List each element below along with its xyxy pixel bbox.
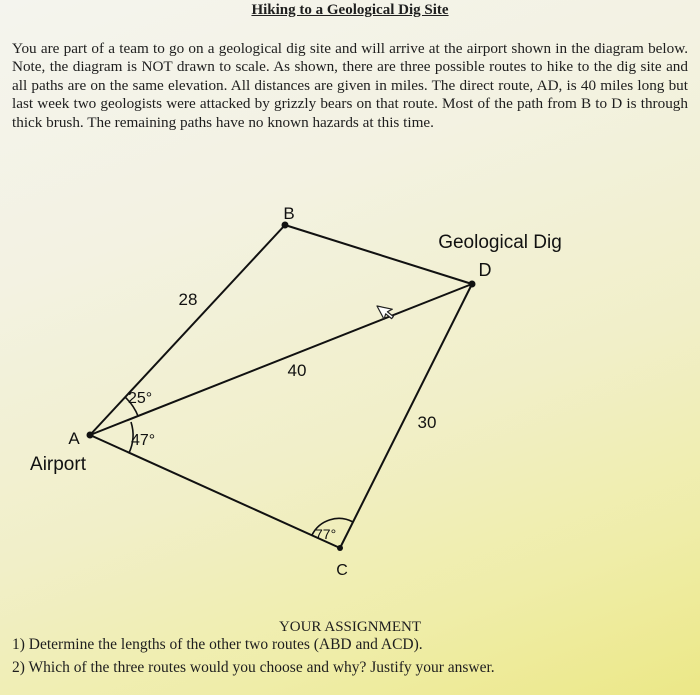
- point-d-dot: [469, 281, 476, 288]
- airport-label: Airport: [30, 454, 86, 475]
- question-2: 2) Which of the three routes would you choose and why? Justify your answer.: [12, 659, 495, 676]
- worksheet-title: Hiking to a Geological Dig Site: [251, 2, 449, 18]
- assignment-heading: YOUR ASSIGNMENT: [278, 619, 422, 635]
- route-ab-line: [90, 225, 285, 435]
- point-a-dot: [87, 432, 94, 439]
- route-ac-line: [90, 435, 340, 548]
- point-d-label: D: [478, 260, 492, 280]
- route-ad-line: [90, 284, 472, 435]
- route-ad-length: 40: [287, 361, 307, 380]
- question-1: 1) Determine the lengths of the other two routes (ABD and ACD).: [12, 636, 423, 653]
- point-b-label: B: [283, 204, 295, 223]
- route-ab-length: 28: [178, 290, 198, 309]
- angle-dac-label: 47°: [131, 432, 156, 449]
- route-cd-line: [340, 284, 472, 548]
- angle-acd-label: 77°: [315, 526, 337, 542]
- point-c-label: C: [336, 562, 348, 579]
- route-cd-length: 30: [417, 413, 437, 432]
- point-c-dot: [337, 545, 343, 551]
- point-a-label: A: [68, 429, 80, 448]
- geological-dig-label: Geological Dig: [438, 232, 562, 253]
- angle-bad-label: 25°: [128, 390, 153, 407]
- problem-description: You are part of a team to go on a geological dig site and will arrive at the airport shown in the diagram below. Note, the diagram is NOT drawn to scale. As shown, there are three possible routes to hike to the dig site and all paths are on the same elevation. All distances are given in miles. The direct route, AD, is 40 miles long but last week two geologists were attacked by grizzly bears on that route. Most of the path from B to D is through thick brush. The remaining paths have no known hazards at this time.: [12, 40, 688, 131]
